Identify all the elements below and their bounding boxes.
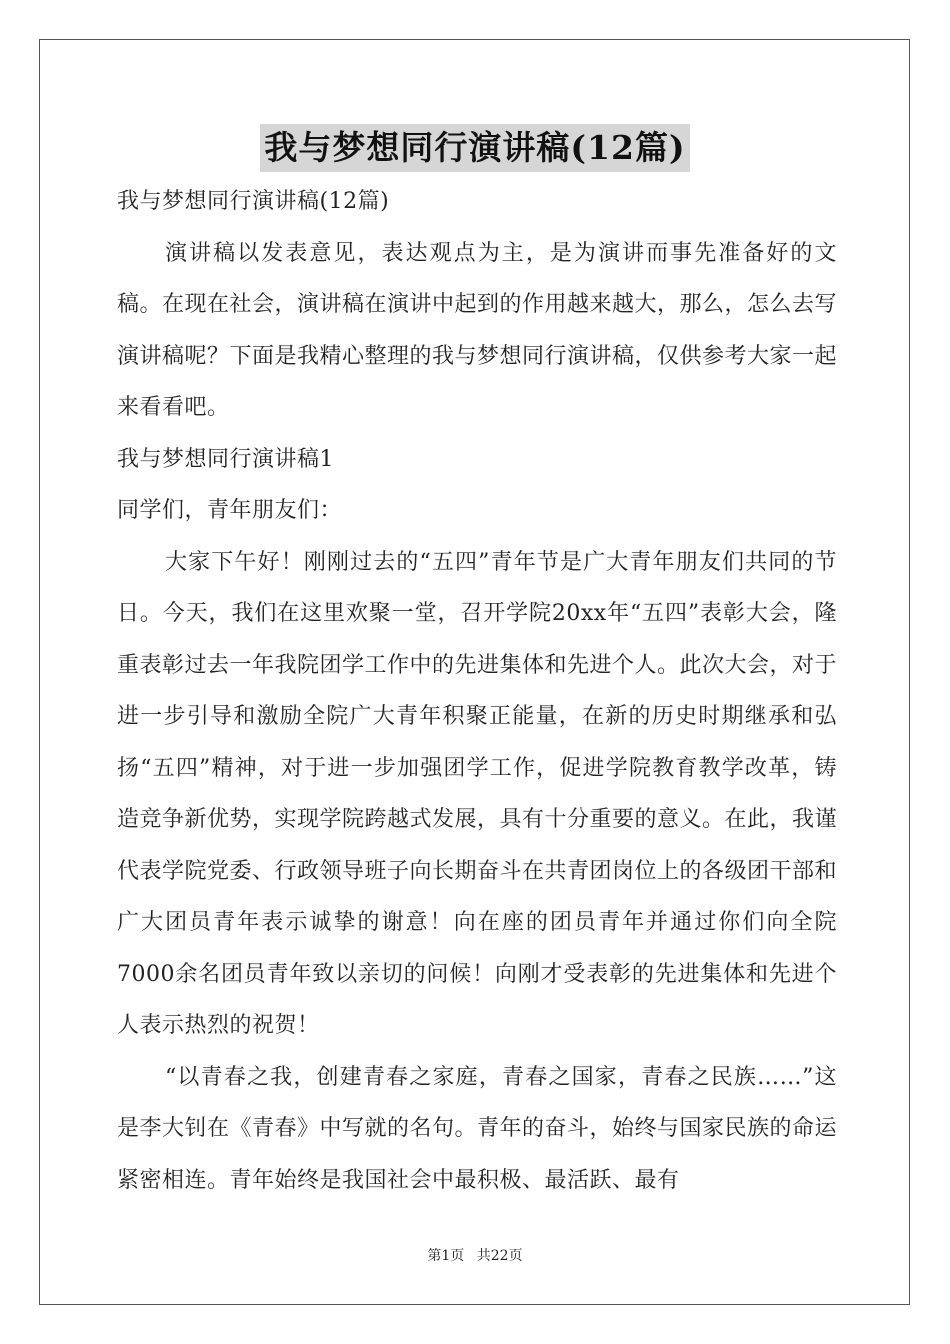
body-paragraph: 大家下午好！刚刚过去的“五四”青年节是广大青年朋友们共同的节日。今天，我们在这里欢聚一堂，召开学院20xx年“五四”表彰大会，隆重表彰过去一年我院团学工作中的先进集体和先进个人。此次大会，对于进一步引导和激励全院广大青年积聚正能量，在新的历史时期继承和弘扬“五四”精神，对于进一步加强团学工作，促进学院教育教学改革，铸造竞争新优势，实现学院跨越式发展，具有十分重要的意义。在此，我谨代表学院党委、行政领导班子向长期奋斗在共青团岗位上的各级团干部和广大团员青年表示诚挚的谢意！向在座的团员青年并通过你们向全院7000余名团员青年致以亲切的问候！向刚才受表彰的先进集体和先进个人表示热烈的祝贺！ [117, 549, 838, 1038]
page-number: 第1页 [427, 1248, 465, 1264]
intro-paragraph: 演讲稿以发表意见，表达观点为主，是为演讲而事先准备好的文稿。在现在社会，演讲稿在演讲中起到的作用越来越大，那么，怎么去写演讲稿呢？下面是我精心整理的我与梦想同行演讲稿，仅供参考大家一起来看看吧。 [117, 240, 838, 420]
section-heading: 我与梦想同行演讲稿1 [117, 446, 334, 472]
title-container [0, 124, 950, 172]
subtitle-line: 我与梦想同行演讲稿(12篇) [117, 189, 390, 214]
document-title: 我与梦想同行演讲稿(12篇) [260, 124, 689, 172]
salutation: 同学们，青年朋友们： [117, 498, 343, 523]
document-body [117, 176, 837, 1206]
page-total: 共22页 [476, 1248, 523, 1264]
page-footer [0, 1245, 950, 1265]
body-paragraph: “以青春之我，创建青春之家庭，青春之国家，青春之民族……”这是李大钊在《青春》中写就的名句。青年的奋斗，始终与国家民族的命运紧密相连。青年始终是我国社会中最积极、最活跃、最有 [117, 1064, 838, 1193]
